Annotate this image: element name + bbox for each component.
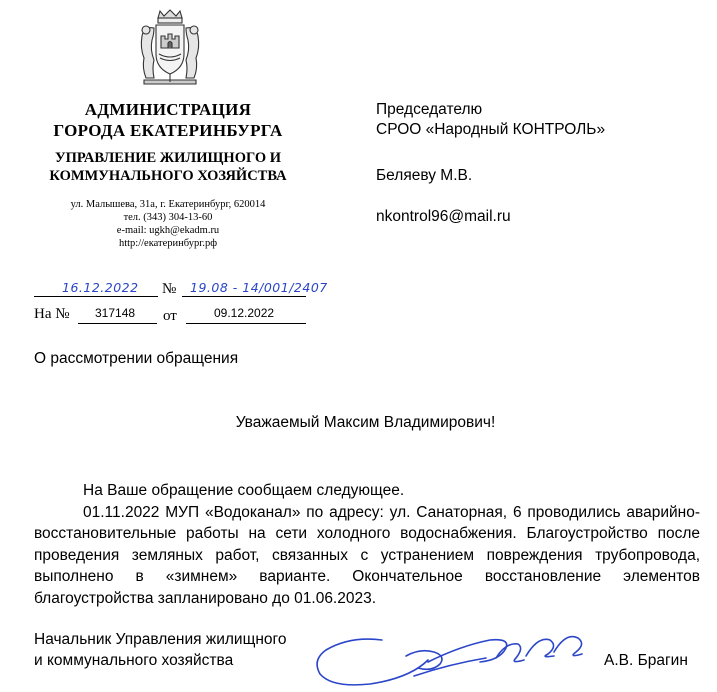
handwritten-signature xyxy=(310,618,595,692)
letter-body xyxy=(34,480,700,609)
outgoing-number-handwritten: 19.08 - 14/001/2407 xyxy=(190,280,328,295)
recipient-email: nkontrol96@mail.ru xyxy=(376,208,511,225)
incoming-date-line xyxy=(186,323,306,324)
org-website: http://екатеринбург.рф xyxy=(118,238,218,249)
org-name-line2: ГОРОДА ЕКАТЕРИНБУРГА xyxy=(53,121,283,140)
incoming-number-value: 317148 xyxy=(95,306,136,320)
body-paragraph-intro: На Ваше обращение сообщаем следующее. xyxy=(83,482,405,499)
incoming-number-label: На № xyxy=(34,306,70,322)
org-address: ул. Малышева, 31а, г. Екатеринбург, 620014 xyxy=(70,199,266,210)
incoming-number-line xyxy=(78,323,157,324)
signatory-title-line2: и коммунального хозяйства xyxy=(34,652,234,669)
org-name-line1: АДМИНИСТРАЦИЯ xyxy=(84,100,252,119)
outgoing-number-line xyxy=(182,296,306,297)
outgoing-number-label: № xyxy=(162,281,177,297)
signatory-name: А.В. Брагин xyxy=(604,652,688,669)
signatory-title-line1: Начальник Управления жилищного xyxy=(34,631,287,648)
org-phone: тел. (343) 304-13-60 xyxy=(123,212,213,223)
letter-subject: О рассмотрении обращения xyxy=(34,350,239,367)
department-name-line2: КОММУНАЛЬНОГО ХОЗЯЙСТВА xyxy=(49,168,287,184)
org-email: e-mail: ugkh@ekadm.ru xyxy=(116,225,220,236)
incoming-date-label: от xyxy=(163,308,177,324)
recipient-name: Беляеву М.В. xyxy=(376,167,473,184)
incoming-date-value: 09.12.2022 xyxy=(214,306,275,320)
department-name-line1: УПРАВЛЕНИЕ ЖИЛИЩНОГО И xyxy=(54,150,282,166)
salutation: Уважаемый Максим Владимирович! xyxy=(235,414,496,431)
recipient-position: Председателю xyxy=(376,101,483,118)
outgoing-date-line xyxy=(34,296,158,297)
recipient-organization: СРОО «Народный КОНТРОЛЬ» xyxy=(376,121,606,138)
body-paragraph-main: 01.11.2022 МУП «Водоканал» по адресу: ул. Санаторная, 6 проводились аварийно-восстановительные работы на сети холодного водоснабжения. Благоустройство после проведения земляных работ, связанных с устранением повреждения трубопровода, выполнено в «зимнем» варианте. Окончательное восстановление элементов благоустройства запланировано до 01.06.2023. xyxy=(34,503,700,607)
outgoing-date-handwritten: 16.12.2022 xyxy=(62,280,139,295)
city-coat-of-arms-emblem xyxy=(130,8,210,88)
